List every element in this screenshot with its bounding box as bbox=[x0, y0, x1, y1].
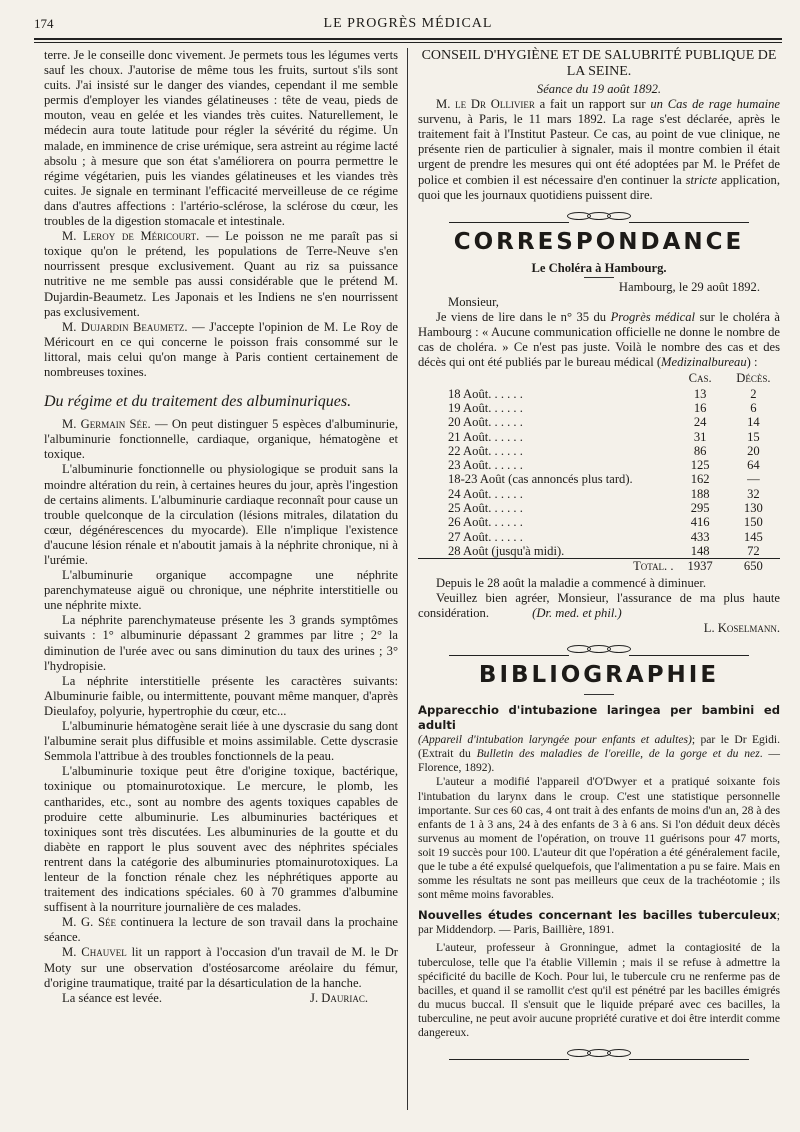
text: sur le choléra à Hambourg : « Aucune communication officielle ne donne le nombre de cas de choléra. » Ce n'est pas juste. Voilà le nombre des cas et des décès qui ont été publiés par le bureau médical ( bbox=[418, 310, 780, 370]
text: a fait un rapport sur bbox=[534, 97, 651, 112]
speaker-text: continuera la lecture de son travail dans la prochaine séance. bbox=[44, 915, 399, 945]
table-row bbox=[418, 430, 780, 444]
table-cell-cas: 16 bbox=[693, 401, 707, 415]
speaker-name: M. le Dr Ollivier bbox=[436, 97, 535, 112]
short-rule bbox=[584, 277, 614, 278]
header-rule-thin bbox=[34, 42, 782, 43]
biblio-entry-text: L'auteur a modifié l'appareil d'O'Dwyer et a pratiqué soixante fois l'intubation du larynx dans le croup. C'est une statistique personnelle importante. Sur ces 60 cas, 4 ont trait à des enfants de moins d'un an, 28 à des enfants de 1 à 3 ans, 24 à des enfants de 3 à 6 ans. Si l'on déduit deux décès survenus au moment de l'opération, on trouve 11 guérisons pour 47 morts, soit 19 succès pour 100. L'auteur dit que l'opération a été généralement facile, que le tube a été expulsé quelquefois, que l'alimentation a pu se faire. Mais en somme les résultats ne sont pas meilleurs que ceux de la trachéotomie ; ils sont même moins favorables. bbox=[418, 775, 780, 902]
table-row bbox=[418, 544, 780, 559]
italic-text: Medizinalbureau bbox=[661, 355, 747, 370]
ornament-divider bbox=[418, 642, 780, 652]
table-row bbox=[418, 530, 780, 544]
biblio-entry-title: Nouvelles études concernant les bacilles tuberculeux bbox=[418, 908, 777, 923]
table-row bbox=[418, 487, 780, 501]
biblio-entry-text: L'auteur, professeur à Gronningue, admet la contagiosité de la tuberculose, telle que l'a établie Villemin ; mais il se refuse à admettre la spécificité du bacille de Koch. Pour lui, le tubercule cru ne renferme pas de bacilles, et quand il se ramollit c'est qu'il est pénétré par les bacilles émigrés du mucus buccal. Il s'ensuit que le liquide préparé avec ces bacilles, la tuberculine, ne peut avoir aucune propriété curative et doi être interdit comme dangereux. bbox=[418, 941, 780, 1039]
col-header-cas: Cas. bbox=[688, 371, 712, 386]
paragraph: terre. Je le conseille donc vivement. Je permets tous les légumes verts sauf les choux. J'autorise de même tous les fruits, surtout s'ils sont cuits. J'ai insisté sur le danger des viandes, cependant il me semble permis d'employer les viandes gélatineuses : tête de veau, pieds de mouton, veau en gelée et les viandes très cuites. Naturellement, le médecin aura toute latitude pour régler la sévérité du régime. Un malade, en imminence de crise urémique, sera astreint au régime lacté absolu ; à mesure que son état s'améliorera on pourra permettre le régime végétarien, puis les viandes gélatineuses et les viandes très cuites. Je signale en terminant l'efficacité merveilleuse de ce régime dans d'autres affections : l'artério-sclérose, la sclérose du cœur, les troubles de la digestion stomacale et intestinale. bbox=[44, 48, 398, 229]
text: ; par le Dr Egidi. (Extrait du bbox=[418, 733, 780, 761]
text: application, quoi que les journaux quotidiens puissent dire. bbox=[418, 172, 780, 202]
table-cell-cas: 13 bbox=[693, 386, 707, 401]
speaker-name: M. G. Sée bbox=[62, 915, 116, 930]
col-header-deces: Décès. bbox=[736, 371, 771, 386]
paragraph: La néphrite interstitielle présente les caractères suivants: Albuminurie faible, ou intermittente, pouvant même manquer, d'après Dieulafoy, polyurie, hypertrophie du cœur, etc... bbox=[44, 673, 398, 718]
table-total-total_label: Total. . bbox=[418, 559, 674, 574]
table-cell-deces: 72 bbox=[747, 543, 760, 558]
table-row bbox=[418, 472, 780, 486]
text: Je viens de lire dans le n° 35 du bbox=[436, 310, 611, 325]
council-heading: CONSEIL D'HYGIÈNE ET DE SALUBRITÉ PUBLIQUE DE LA SEINE. bbox=[421, 48, 777, 79]
paragraph: L'albuminurie fonctionnelle ou physiologique se produit sans la moindre altération du rein, à certaines heures du jour, après l'ingestion de certains aliments. L'albuminurie cardiaque reconnaît pour cause un trouble quelconque de la circulation (lésions mitrales, dilatation du cœur, dégénérescences du myocarde). Elle n'implique l'existence d'aucune lésion rénale et n'aboutit jamais à la néphrite chronique, ni à l'urémie. bbox=[44, 462, 398, 567]
ornament-divider bbox=[418, 1046, 780, 1056]
italic-text: stricte bbox=[685, 172, 718, 187]
table-header-blank bbox=[418, 370, 674, 386]
table-cell-cas: 86 bbox=[693, 443, 707, 458]
table-cell-label: 21 Août. . . . . . bbox=[448, 429, 523, 444]
article-title: Le Choléra à Hambourg. bbox=[531, 260, 667, 275]
paragraph bbox=[44, 915, 398, 945]
table-cell-deces: 64 bbox=[747, 458, 760, 473]
paragraph: L'albuminurie toxique peut être d'origine toxique, bactérique, toxinique ou ptomainurotoxique. Le mercure, le plomb, les cantharides, etc., sont au nombre des agents toxiques capables de produire cette albuminurie. Les albuminuries bactériques et toxiniques sont très discutées. Les albuminuries de la goutte et du diabète en rapport le plus souvent avec des néphrites spéciales rentrent dans la catégorie des albuminuries ptomainurotoxiques. La lenteur de la fonction rénale chez les néphrétiques apporte au traitement des indications spéciales. 60 à 70 grammes d'albumine suffisent à la nourriture journalière de ces malades. bbox=[44, 764, 398, 915]
italic-text: (Dr. med. et phil.) bbox=[532, 605, 622, 620]
letter-paragraph: Depuis le 28 août la maladie a commencé à diminuer. bbox=[436, 575, 706, 590]
italic-text: Bulletin des maladies de l'oreille, de la gorge et du nez bbox=[476, 747, 760, 761]
speaker-text: — J'accepte l'opinion de M. Le Roy de Méricourt en ce qui concerne le poisson frais consommé sur le littoral, mais celui qu'on mange à Paris contient certainement de nombreuses toxines. bbox=[44, 319, 399, 379]
correspondance-heading: CORRESPONDANCE bbox=[453, 228, 745, 255]
ornament-divider bbox=[418, 209, 780, 219]
speaker-name: M. Leroy de Méricourt. bbox=[62, 229, 200, 244]
text: ) : bbox=[746, 355, 758, 370]
table-cell-cas: 295 bbox=[690, 501, 710, 516]
paragraph: L'albuminurie organique accompagne une néphrite parenchymateuse aiguë ou chronique, une néphrite interstitielle ou une néphrite mixte. bbox=[44, 568, 398, 613]
table-row bbox=[418, 415, 780, 429]
table-row bbox=[418, 515, 780, 529]
table-cell-deces: 145 bbox=[743, 529, 763, 544]
short-rule bbox=[584, 694, 614, 695]
header-rule-thick bbox=[34, 38, 782, 40]
table-row bbox=[418, 401, 780, 415]
table-cell-label: 20 Août. . . . . . bbox=[448, 415, 523, 430]
table-cell-label: 18 Août. . . . . . bbox=[448, 386, 523, 401]
council-paragraph bbox=[418, 97, 780, 203]
table-total-row bbox=[418, 559, 780, 574]
signature: J. Dauriac. bbox=[310, 990, 368, 1005]
seance-date: Séance du 19 août 1892. bbox=[536, 82, 662, 96]
section-subheading: Du régime et du traitement des albuminuriques. bbox=[44, 393, 352, 411]
paragraph bbox=[44, 945, 398, 990]
table-cell-cas: 416 bbox=[690, 515, 710, 530]
paragraph: L'albuminurie hématogène serait liée à une dyscrasie du sang dont l'albumine serait plus diffusible et moins assimilable. Cette dyscrasie Semmola l'attribue à des troubles fonctionnels de la peau. bbox=[44, 719, 398, 764]
paragraph bbox=[44, 320, 398, 380]
cholera-table bbox=[418, 370, 780, 573]
letter-signature: L. Koselmann. bbox=[703, 620, 780, 635]
table-cell-label: 27 Août. . . . . . bbox=[448, 529, 523, 544]
table-cell-cas: 31 bbox=[693, 429, 707, 444]
table-total-total_cas: 1937 bbox=[674, 559, 727, 574]
table-cell-label: 23 Août. . . . . . bbox=[448, 458, 523, 473]
letter-paragraph bbox=[418, 310, 780, 370]
table-cell-deces: 20 bbox=[747, 443, 760, 458]
table-cell-deces: 14 bbox=[747, 415, 760, 430]
speaker-name: M. Chauvel bbox=[62, 945, 127, 960]
text: . — Florence, 1892). bbox=[418, 747, 780, 775]
table-cell-label: 22 Août. . . . . . bbox=[448, 443, 523, 458]
table-cell-cas: 125 bbox=[690, 458, 710, 473]
speaker-text: lit un rapport à l'occasion d'un travail de M. le Dr Moty sur une observation d'ostéosarcome aréolaire du fémur, d'origine traumatique, traité par la désarticulation de la hanche. bbox=[44, 945, 398, 990]
text: Veuillez bien agréer, Monsieur, l'assurance de ma plus haute considération. bbox=[418, 590, 780, 620]
letter-closing bbox=[418, 591, 780, 621]
table-row bbox=[418, 444, 780, 458]
table-cell-cas: 433 bbox=[690, 529, 710, 544]
right-column bbox=[418, 48, 780, 1060]
table-cell-cas: 162 bbox=[690, 472, 710, 487]
page-header bbox=[34, 16, 782, 38]
table-cell-cas: 24 bbox=[693, 415, 707, 430]
biblio-entry-title: Apparecchio d'intubazione laringea per bambini ed adulti bbox=[418, 702, 780, 733]
table-cell-deces: 130 bbox=[743, 501, 763, 516]
table-cell-cas: 148 bbox=[690, 543, 710, 558]
table-cell-deces: 32 bbox=[747, 486, 760, 501]
biblio-entry-ref: ; par Middendorp. — Paris, Baillière, 1891. bbox=[418, 909, 780, 937]
left-column bbox=[44, 48, 398, 1006]
paragraph bbox=[44, 229, 398, 320]
salutation: Monsieur, bbox=[448, 294, 499, 309]
biblio-entry-ref bbox=[418, 733, 780, 775]
table-row bbox=[418, 458, 780, 472]
table-row bbox=[418, 501, 780, 515]
table-cell-label: 26 Août. . . . . . bbox=[448, 515, 523, 530]
text: survenu, à Paris, le 11 mars 1892. La rage s'est déclarée, après le traitement fait à l'Institut Pasteur. Ce cas, au point de vue clinique, ne présente rien de particulier à signaler, mais il montre combien il était urgent de prendre les mesures qui ont été adoptées par M. le Préfet de police et combien il est nécessaire d'en continuer la bbox=[418, 112, 780, 187]
table-cell-deces: 6 bbox=[750, 401, 757, 415]
column-divider bbox=[407, 48, 408, 1110]
table-cell-deces: — bbox=[747, 472, 760, 487]
paragraph bbox=[44, 417, 398, 462]
italic-text: un Cas de rage humaine bbox=[650, 97, 780, 112]
table-cell-label: 24 Août. . . . . . bbox=[448, 486, 523, 501]
table-cell-label: 18-23 Août (cas annoncés plus tard). bbox=[448, 472, 633, 487]
italic-text: (Appareil d'intubation laryngée pour enfants et adultes) bbox=[418, 733, 692, 747]
speaker-name: M. Dujardin Beaumetz. bbox=[62, 319, 188, 334]
paragraph: La néphrite parenchymateuse présente les 3 grands symptômes suivants : 1° albuminurie dépassant 2 grammes par litre ; 2° la diminution de l'urée avec ou sans diminution du taux des urines ; 3° l'hydropisie. bbox=[44, 613, 398, 673]
closing-text: La séance est levée. bbox=[62, 990, 162, 1005]
speaker-text: — Le poisson ne me paraît pas si toxique qu'on le prétend, les populations de Terre-Neuve s'en nourrissent presque exclusivement. Quant au riz sa puissance nutritive ne me semble pas aussi considérable que le prétend M. Dujardin-Beaumetz. Les Japonais et les Indiens ne s'en nourrissent pas exclusivement. bbox=[44, 229, 398, 319]
table-cell-deces: 15 bbox=[747, 429, 760, 444]
closing-line bbox=[44, 991, 398, 1006]
page-number: 174 bbox=[34, 16, 54, 31]
table-cell-label: 25 Août. . . . . . bbox=[448, 501, 523, 516]
speaker-text: — On peut distinguer 5 espèces d'albuminurie, l'albuminurie fonctionnelle, cardiaque, organique, hématogène et toxique. bbox=[44, 417, 398, 462]
journal-title: LE PROGRÈS MÉDICAL bbox=[323, 16, 493, 31]
bibliographie-heading: BIBLIOGRAPHIE bbox=[478, 661, 720, 688]
table-total-total_deces: 650 bbox=[727, 559, 780, 574]
dateline: Hambourg, le 29 août 1892. bbox=[618, 279, 760, 294]
table-row bbox=[418, 387, 780, 401]
table-cell-label: 28 Août (jusqu'à midi). bbox=[448, 543, 565, 558]
table-cell-cas: 188 bbox=[690, 486, 710, 501]
italic-text: Progrès médical bbox=[610, 310, 696, 325]
speaker-name: M. Germain Sée. bbox=[62, 417, 151, 432]
biblio-entry-heading bbox=[418, 908, 780, 937]
table-cell-deces: 150 bbox=[743, 515, 763, 530]
table-header-row bbox=[418, 370, 780, 386]
table-cell-deces: 2 bbox=[750, 386, 757, 401]
table-cell-label: 19 Août. . . . . . bbox=[448, 401, 523, 415]
